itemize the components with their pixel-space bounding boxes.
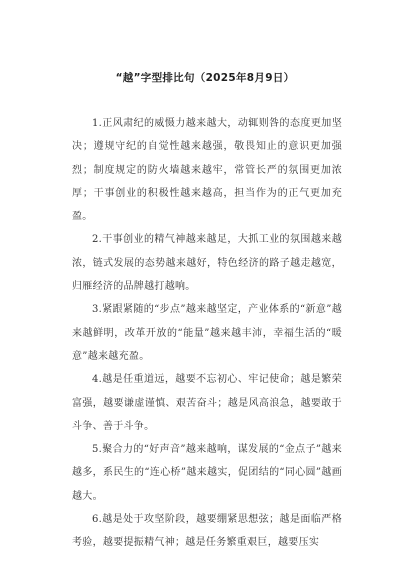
paragraph-2: 2.干事创业的精气神越来越足，大抓工业的氛围越来越浓，链式发展的态势越来越好，特色经济的路子越走越宽，归雁经济的品牌越打越响。 [72, 234, 342, 293]
paragraph-5: 5.聚合力的“好声音”越来越响，谋发展的“金点子”越来越多，系民生的“连心桥”越来越实，促团结的“同心圆”越画越大。 [72, 444, 342, 502]
document-title: “越”字型排比句（2025年8月9日） [115, 72, 295, 84]
paragraph-1: 1.正风肃纪的威慑力越来越大，动辄则咎的态度更加坚决；遵规守纪的自觉性越来越强，敬畏知止的意识更加强烈；制度规定的防火墙越来越牢，常管长严的氛围更加浓厚；干事创业的积极性越来越高，担当作为的正气更加充盈。 [72, 118, 342, 223]
paragraph-3: 3.紧跟紧随的“步点”越来越坚定，产业体系的“新意”越来越鲜明，改革开放的“能量”越来越丰沛，幸福生活的“暖意”越来越充盈。 [72, 304, 342, 362]
paragraph-4: 4.越是任重道远，越要不忘初心、牢记使命；越是繁荣富强，越要谦虚谨慎、艰苦奋斗；越是风高浪急，越要敢于斗争、善于斗争。 [72, 374, 342, 432]
document-body [72, 112, 342, 555]
paragraph-6: 6.越是处于攻坚阶段，越要绷紧思想弦；越是面临严格考验，越要提振精气神；越是任务繁重艰巨，越要压实 [72, 514, 342, 549]
